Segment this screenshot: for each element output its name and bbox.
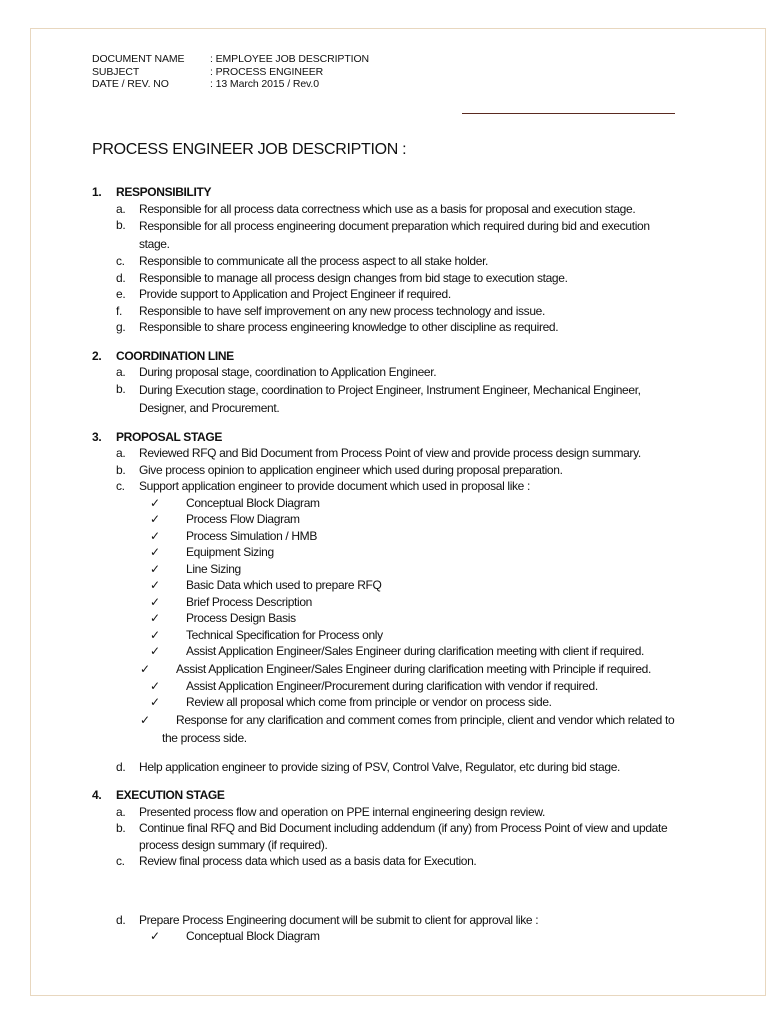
list-item: a. Presented process flow and operation on PPE internal engineering design review. <box>116 804 545 819</box>
checklist-item: ✓ Conceptual Block Diagram <box>150 929 320 943</box>
checkmark-icon: ✓ <box>150 929 160 943</box>
checkmark-icon: ✓ <box>150 561 160 576</box>
page-title: PROCESS ENGINEER JOB DESCRIPTION : <box>92 141 407 158</box>
checklist-item: ✓ Assist Application Engineer/Sales Engineer during clarification meeting with client if required. <box>150 644 644 658</box>
section-proposal-stage <box>92 429 682 776</box>
checklist-item: ✓ Process Simulation / HMB <box>150 528 317 543</box>
checklist-item: ✓ Line Sizing <box>150 561 241 576</box>
header-row-document-name: DOCUMENT NAME : EMPLOYEE JOB DESCRIPTION <box>92 53 370 65</box>
checklist-item: ✓ Process Design Basis <box>150 611 296 625</box>
list-item: e. Provide support to Application and Project Engineer if required. <box>116 287 451 301</box>
section-heading: 4. EXECUTION STAGE <box>92 788 225 802</box>
checkmark-icon: ✓ <box>150 512 160 526</box>
section-responsibility <box>92 184 682 336</box>
list-item: d. Responsible to manage all process design changes from bid stage to execution stage. <box>116 270 568 285</box>
signature-line <box>462 113 675 114</box>
checkmark-icon: ✓ <box>150 627 160 642</box>
checkmark-icon: ✓ <box>150 495 160 510</box>
list-item: b. Responsible for all process engineering document preparation which required during bid and execution stage. <box>116 218 650 251</box>
list-item: a. During proposal stage, coordination to Application Engineer. <box>116 365 437 379</box>
checkmark-icon: ✓ <box>150 594 160 609</box>
checkmark-icon: ✓ <box>150 528 160 543</box>
list-item: b. Give process opinion to application engineer which used during proposal preparation. <box>116 462 563 477</box>
section-heading: 2. COORDINATION LINE <box>92 348 234 363</box>
checklist-item: ✓ Assist Application Engineer/Sales Engineer during clarification meeting with Principle if required. <box>140 661 651 676</box>
section-execution-stage <box>92 787 682 945</box>
list-item: f. Responsible to have self improvement on any new process technology and issue. <box>116 303 545 318</box>
list-item: a. Responsible for all process data correctness which use as a basis for proposal and execution stage. <box>116 201 636 216</box>
checklist-item: ✓ Brief Process Description <box>150 594 312 609</box>
header-row-subject: SUBJECT : PROCESS ENGINEER <box>92 65 324 78</box>
checklist-item: ✓ Basic Data which used to prepare RFQ <box>150 578 382 592</box>
section-coordination-line <box>92 348 682 417</box>
checkmark-icon: ✓ <box>140 712 150 727</box>
checkmark-icon: ✓ <box>150 545 160 559</box>
list-item: b. Continue final RFQ and Bid Document including addendum (if any) from Process Point of view and update process design summary (if required). <box>116 821 668 852</box>
list-item: c. Responsible to communicate all the process aspect to all stake holder. <box>116 254 489 268</box>
list-item: d. Prepare Process Engineering document will be submit to client for approval like : <box>116 912 539 927</box>
checkmark-icon: ✓ <box>150 678 160 693</box>
checklist-item: ✓ Review all proposal which come from principle or vendor on process side. <box>150 695 552 709</box>
document-body <box>92 184 682 957</box>
list-item: a. Reviewed RFQ and Bid Document from Process Point of view and provide process design summary. <box>116 446 641 460</box>
checklist-item: ✓ Response for any clarification and comment comes from principle, client and vendor which related to the process side. <box>140 712 675 745</box>
header-row-date-rev: DATE / REV. NO : 13 March 2015 / Rev.0 <box>92 78 319 90</box>
checklist-item: ✓ Equipment Sizing <box>150 545 274 559</box>
section-heading: 3. PROPOSAL STAGE <box>92 429 223 444</box>
document-header <box>92 53 369 91</box>
list-item: c. Support application engineer to provide document which used in proposal like : <box>116 479 530 493</box>
checkmark-icon: ✓ <box>150 611 160 625</box>
checklist-item: ✓ Assist Application Engineer/Procurement during clarification with vendor if required. <box>150 678 598 693</box>
checklist-item: ✓ Technical Specification for Process only <box>150 627 383 642</box>
list-item: d. Help application engineer to provide sizing of PSV, Control Valve, Regulator, etc during bid stage. <box>116 759 620 774</box>
checkmark-icon: ✓ <box>150 695 160 709</box>
checkmark-icon: ✓ <box>150 578 160 592</box>
list-item: g. Responsible to share process engineering knowledge to other discipline as required. <box>116 320 559 334</box>
checklist-item: ✓ Process Flow Diagram <box>150 512 300 526</box>
checkmark-icon: ✓ <box>140 661 150 676</box>
checklist-item: ✓ Conceptual Block Diagram <box>150 495 320 510</box>
list-item: b. During Execution stage, coordination to Project Engineer, Instrument Engineer, Mechanical Engineer, Designer, and Procurement. <box>116 381 641 415</box>
checkmark-icon: ✓ <box>150 644 160 658</box>
section-heading: 1. RESPONSIBILITY <box>92 185 212 199</box>
list-item: c. Review final process data which used as a basis data for Execution. <box>116 854 477 868</box>
